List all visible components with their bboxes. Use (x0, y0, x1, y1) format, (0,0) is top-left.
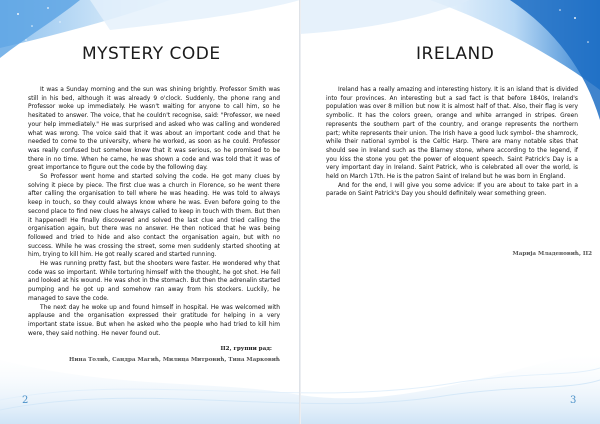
left-paragraph: It was a Sunday morning and the sun was shining brightly. Professor Smith was still in his bed, although it was already 9 o'clock. Suddenly, the phone rang and Professor woke up immediately. He wasn't waiting for anyone to call him, so he hesitated to answer. The voice, that he couldn't recognise, said: "Professor, we need your help immediately." He was surprised and asked who was calling and wondered what was wrong. The voice said that it was about an important code and that he needed to come to the university, where he worked, as soon as he could. Professor was really confused but somehow knew that it was serious, so he promised to be there in no time. When he came, he was shown a code and was told that it was of great importance to figure out the code by the following day. (28, 87, 280, 172)
left-paragraph: He was running pretty fast, but the shooters were faster. He wondered why that code was so important. While torturing himself with the thought, he got shot. He fell and looked at his wound. He was shot in the stomach. But then the adrenalin started pumping and he got up and somehow ran away from his stockers. Luckily, he managed to save the code. (28, 261, 280, 302)
right-article-body (326, 86, 578, 199)
left-signature-class: II2, групни рад: (220, 346, 272, 352)
left-page-title: MYSTERY CODE (82, 44, 221, 64)
left-signature-names: Нина Толић, Сандра Магић, Милица Митровић, Тина Марковић (69, 357, 280, 363)
right-page (300, 0, 600, 424)
right-page-title: IRELAND (416, 44, 495, 64)
left-paragraph: The next day he woke up and found himself in hospital. He was welcomed with applause and the organisation expressed their gratitude for helping in a very important state issue. But when he asked who the people who had tried to kill him were, they said nothing. He never found out. (28, 304, 280, 337)
right-page-number: 3 (570, 395, 577, 406)
left-page-number: 2 (22, 395, 29, 406)
right-signature: Марија Младеновић, II2 (512, 251, 592, 257)
left-paragraph: So Professor went home and started solving the code. He got many clues by solving it piece by piece. The first clue was a church in Florence, so he went there after calling the organisation to tell where he was heading. He was told to always keep in touch, so they could always know where he was. Even before going to the second place to find new clues he always called to keep in touch with them. But then it happened! He finally discovered and solved the last clue and tried calling the organisation again, but there was no answer. He then noticed that he was being followed and tried to hide and also contact the organisation again, but with no success. While he was crossing the street, some men suddenly started shooting at him, trying to kill him. He got really scared and started running. (28, 174, 280, 259)
left-article-body (28, 86, 280, 338)
right-paragraph: And for the end, I will give you some advice: If you are about to take part in a parade on Saint Patrick's Day you should definitely wear something green. (326, 182, 578, 198)
right-paragraph: Ireland has a really amazing and interesting history. It is an island that is divided into four provinces. An interesting but a sad fact is that before 1840s, Ireland's population was over 8 million but now it is almost half of that. Also, their flag is very symbolic. It has the colors green, orange and white arranged in stripes. Green represents the southern part of the country, and orange represents the northern part; white represents their union. The Irish have a good luck symbol- the shamrock, while their national symbol is the Celtic Harp. There are many notable sites that should see in Ireland such as the Blarney stone, where according to the legend, if you kiss the stone you get the power of eloquent speech. Saint Patrick's Day is a very important day in Ireland. Saint Patrick, who is celebrated all over the world, is held on March 17th. He is the patron Saint of Ireland but he was born in England. (326, 87, 578, 181)
